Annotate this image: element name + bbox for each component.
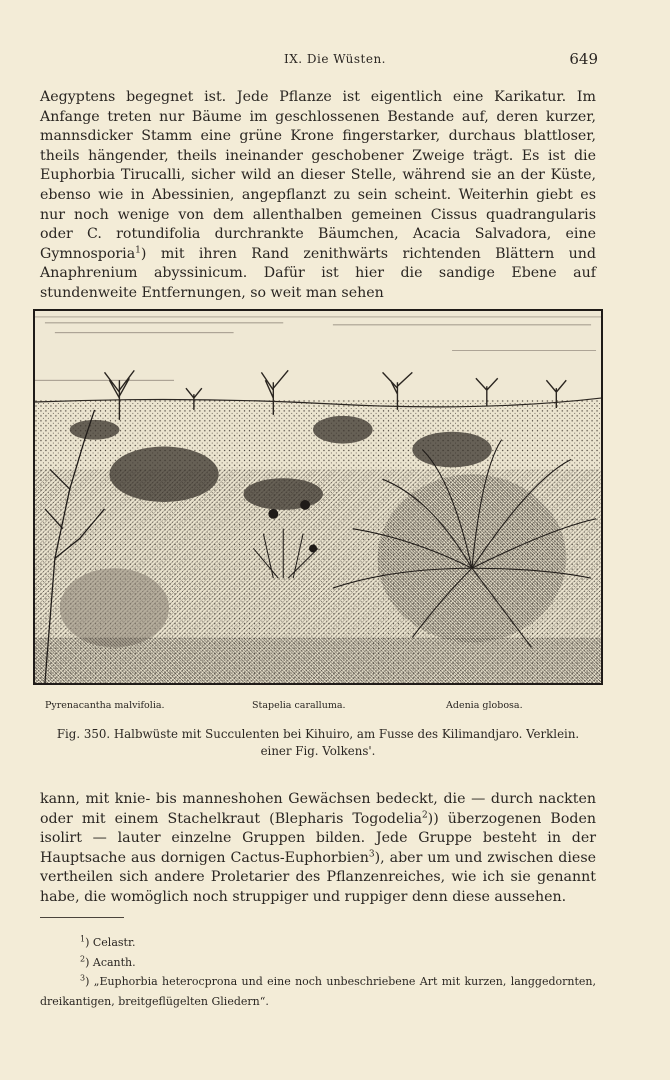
- footnote-ref-1[interactable]: 1: [135, 245, 141, 256]
- footnote-ref-3[interactable]: 3: [368, 849, 375, 860]
- figure-caption-line-1: Fig. 350. Halbwüste mit Succulenten bei Kihuiro, am Fusse des Kilimandjaro. Verklein.: [56, 727, 580, 741]
- footnote-3-mark: 3: [80, 973, 86, 983]
- figure-caption-line-2: einer Fig. Volkens'.: [260, 744, 376, 758]
- footnote-2-text: ) Acanth.: [85, 955, 136, 969]
- engraving-semi-desert-illustration: [35, 311, 601, 683]
- paragraph-1: [40, 88, 596, 304]
- paragraph-1-text-a: Aegyptens begegnet ist. Jede Pflanze ist eigentlich eine Karikatur. Im Anfange treten nur Bäume im geschlossenen Bestande auf, deren kurzer, mannsdicker Stamm eine grüne Krone fingerstarker, durchaus blattloser, theils hängender, theils ineinander geschobener Zweige trägt. Es ist die Euphorbia Tirucalli, sicher wild an dieser Stelle, während sie an der Küste, ebenso wie in Abessinien, angepflanzt zu sein scheint. Weiterhin giebt es nur noch wenige von dem allenthalben gemeinen Cissus quadrangularis oder C. rotundifolia durchrankte Bäumchen, Acacia Salvadora, eine Gymnosporia: [40, 89, 596, 262]
- running-head: IX. Die Wüsten.: [284, 52, 386, 66]
- figure-label-stapelia: Stapelia caralluma.: [252, 700, 346, 711]
- figure-label-pyrenacantha: Pyrenacantha malvifolia.: [45, 700, 165, 711]
- paragraph-2-text-c: ), aber um und zwischen diese vertheilen sich andere Proletarier des Pflanzenreiches, wie ich sie genannt habe, die womöglich noch struppiger und ruppiger denn diese aussehen.: [40, 849, 596, 905]
- footnote-ref-2[interactable]: 2: [421, 809, 428, 820]
- page-number: 649: [569, 50, 598, 68]
- footnotes: [40, 933, 596, 1011]
- paragraph-2-text-b: )) überzogenen Boden isolirt — lauter einzelne Gruppen bilden. Jede Gruppe besteht in der Hauptsache aus dornigen Cactus-Euphorbien: [40, 810, 596, 866]
- figure-caption: [40, 726, 596, 760]
- footnote-3: [40, 972, 596, 1011]
- footnote-2: [40, 953, 596, 973]
- figure-label-adenia: Adenia globosa.: [446, 700, 523, 711]
- paragraph-2-text-a: kann, mit knie- bis manneshohen Gewächsen bedeckt, die — durch nackten oder mit einem Stachelkraut (Blepharis Togodelia: [40, 791, 596, 827]
- footnote-1-mark: 1: [80, 934, 86, 944]
- footnote-divider: [40, 917, 124, 918]
- paragraph-2: [40, 790, 596, 908]
- footnote-3-text: ) „Euphorbia heterocprona und eine noch unbeschriebene Art mit kurzen, langgedornten, dreikantigen, breitgeflügelten Gliedern“.: [40, 975, 596, 1008]
- footnote-1: [40, 933, 596, 953]
- footnote-2-mark: 2: [80, 953, 86, 963]
- figure-illustration: [33, 309, 603, 685]
- footnote-1-text: ) Celastr.: [85, 936, 136, 949]
- paragraph-1-text-b: ) mit ihren Rand zenithwärts richtenden Blättern und Anaphrenium abyssinicum. Dafür ist hier die sandige Ebene auf stundenweite Entfernungen, so weit man sehen: [40, 245, 596, 301]
